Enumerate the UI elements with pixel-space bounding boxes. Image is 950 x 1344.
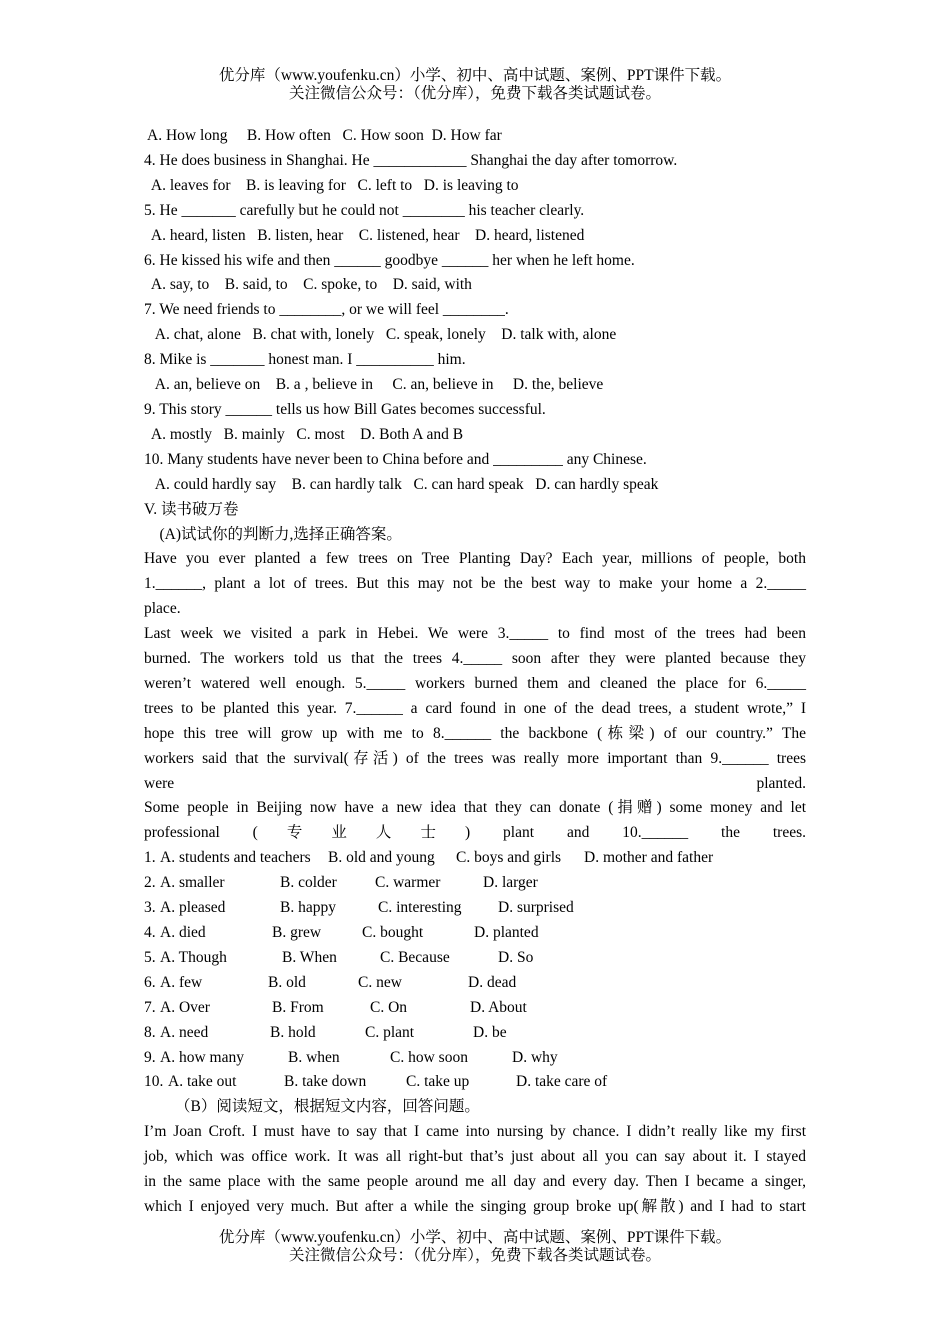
answer-option: D. surprised — [498, 899, 574, 917]
question-number: 3. — [144, 899, 156, 917]
cloze-question-row — [144, 1070, 806, 1095]
cloze-question-row — [144, 846, 806, 871]
answer-option: B. old — [268, 973, 306, 991]
question-number: 5. — [144, 948, 156, 966]
passage-a-line: trees to be planted this year. 7.______ a card found in one of the dead trees, a student wrote,” I — [144, 699, 806, 717]
question-4-stem: 4. He does business in Shanghai. He ____________ Shanghai the day after tomorrow. — [144, 151, 678, 169]
answer-option: B. happy — [280, 899, 336, 917]
cloze-question-row — [144, 921, 806, 946]
footer-line-2: 关注微信公众号：（优分库），免费下载各类试题试卷。 — [288, 1247, 661, 1264]
answer-option: C. new — [358, 973, 402, 991]
answer-option: C. plant — [365, 1023, 415, 1041]
answer-option: D. About — [470, 998, 527, 1016]
answer-option: B. old and young — [328, 849, 435, 867]
passage-a-line: Have you ever planted a few trees on Tree Planting Day? Each year, millions of people, both — [144, 550, 806, 568]
question-number: 9. — [144, 1048, 156, 1066]
header-line-2: 关注微信公众号：（优分库），免费下载各类试题试卷。 — [288, 85, 661, 102]
answer-option: A. how many — [160, 1048, 244, 1066]
question-number: 10. — [144, 1073, 164, 1091]
cloze-questions — [144, 846, 806, 1095]
question-6-options: A. say, to B. said, to C. spoke, to D. said, with — [144, 276, 472, 294]
answer-option: A. died — [160, 924, 206, 941]
question-number: 1. — [144, 849, 156, 867]
passage-a-line: Some people in Beijing now have a new idea that they can donate (捐赠) some money and let — [144, 799, 806, 817]
passage-a-line: place. — [144, 600, 181, 618]
question-7-stem: 7. We need friends to ________, or we will feel ________. — [144, 301, 509, 319]
answer-option: B. When — [282, 948, 337, 966]
page-header — [0, 67, 950, 103]
answer-option: D. dead — [468, 973, 517, 991]
question-number: 4. — [144, 924, 156, 941]
answer-option: C. bought — [362, 924, 424, 941]
passage-a-line: Last week we visited a park in Hebei. We were 3._____ to find most of the trees had been — [144, 625, 806, 643]
question-number: 8. — [144, 1023, 156, 1041]
answer-option: A. pleased — [160, 899, 226, 917]
page-footer — [0, 1229, 950, 1265]
cloze-question-row — [144, 996, 806, 1021]
passage-a-line: weren’t watered well enough. 5._____ workers burned them and cleaned the place for 6._____ — [144, 674, 806, 692]
question-8-stem: 8. Mike is _______ honest man. I __________ him. — [144, 351, 466, 369]
answer-option: C. Because — [380, 948, 450, 966]
question-10-stem: 10. Many students have never been to China before and _________ any Chinese. — [144, 450, 647, 468]
answer-option: A. take out — [168, 1073, 237, 1091]
passage-a-line: workers said that the survival(存活) of the trees was really more important than 9.______ trees — [144, 749, 806, 767]
passage-a-line: professional (专业人士) plant and 10.______ the trees. — [144, 824, 806, 842]
answer-option: B. take down — [284, 1073, 367, 1091]
answer-option: D. take care of — [516, 1073, 608, 1091]
cloze-question-row — [144, 1046, 806, 1071]
passage-b-line: which I enjoyed very much. But after a while the singing group broke up(解散) and I had to start — [144, 1197, 806, 1215]
cloze-question-row — [144, 971, 806, 996]
passage-a-line: burned. The workers told us that the trees 4._____ soon after they were planted because they — [144, 650, 806, 668]
answer-option: A. smaller — [160, 874, 225, 892]
question-9-options: A. mostly B. mainly C. most D. Both A and B — [144, 425, 464, 443]
question-number: 2. — [144, 874, 156, 892]
section-v-title: V. 读书破万卷 — [144, 500, 239, 518]
answer-option: B. when — [288, 1048, 340, 1066]
answer-option: C. how soon — [390, 1048, 468, 1066]
answer-option: C. interesting — [378, 899, 462, 917]
answer-option: A. Though — [160, 948, 227, 966]
header-line-1: 优分库（www.youfenku.cn）小学、初中、高中试题、案例、PPT课件下载。 — [218, 67, 732, 84]
question-number: 6. — [144, 973, 156, 991]
section-iv-continued — [144, 124, 806, 498]
answer-option: D. planted — [474, 924, 539, 941]
question-5-stem: 5. He _______ carefully but he could not ________ his teacher clearly. — [144, 201, 585, 219]
passage-a-line: were planted. — [144, 774, 806, 792]
answer-option: D. So — [498, 948, 534, 966]
answer-option: A. few — [160, 973, 203, 991]
passage-a-line: hope this tree will grow up with me to 8.______ the backbone (栋梁) of our country.” The — [144, 724, 806, 742]
answer-option: A. Over — [160, 998, 210, 1016]
answer-option: C. warmer — [375, 874, 441, 892]
passage-b — [144, 1120, 806, 1220]
answer-option: A. need — [160, 1023, 209, 1041]
question-9-stem: 9. This story ______ tells us how Bill Gates becomes successful. — [144, 400, 546, 418]
answer-option: B. hold — [270, 1023, 316, 1041]
cloze-question-row — [144, 1021, 806, 1046]
question-6-stem: 6. He kissed his wife and then ______ goodbye ______ her when he left home. — [144, 251, 635, 269]
passage-b-line: job, which was office work. It was all right-but that’s just about all you can say about it. I stayed — [144, 1148, 806, 1166]
footer-line-1: 优分库（www.youfenku.cn）小学、初中、高中试题、案例、PPT课件下载。 — [218, 1229, 732, 1246]
answer-option: C. take up — [406, 1073, 470, 1091]
question-number: 7. — [144, 998, 156, 1016]
answer-option: D. be — [473, 1023, 507, 1041]
answer-option: D. mother and father — [584, 849, 714, 867]
passage-b-line: I’m Joan Croft. I must have to say that I came into nursing by chance. I didn’t really like my first — [144, 1123, 806, 1141]
question-8-options: A. an, believe on B. a , believe in C. an, believe in D. the, believe — [144, 376, 604, 394]
passage-a — [144, 547, 806, 846]
passage-a-line: 1.______, plant a lot of trees. But this may not be the best way to make your home a 2._____ — [144, 575, 806, 593]
question-10-options: A. could hardly say B. can hardly talk C. can hard speak D. can hardly speak — [144, 475, 659, 493]
cloze-question-row — [144, 896, 806, 921]
question-5-options: A. heard, listen B. listen, hear C. listened, hear D. heard, listened — [144, 226, 585, 244]
answer-option: D. larger — [483, 874, 538, 892]
cloze-question-row — [144, 946, 806, 971]
answer-option: B. grew — [272, 924, 322, 941]
question-4-options: A. leaves for B. is leaving for C. left to D. is leaving to — [144, 176, 519, 194]
answer-option: B. colder — [280, 874, 337, 892]
answer-option: C. boys and girls — [456, 849, 562, 867]
answer-option: A. students and teachers — [160, 849, 311, 867]
passage-b-line: in the same place with the same people around me all day and every day. Then I became a singer, — [144, 1173, 806, 1191]
answer-option: C. On — [370, 998, 408, 1016]
cloze-question-row — [144, 871, 806, 896]
part-a-title: (A)试试你的判断力,选择正确答案。 — [144, 525, 402, 543]
answer-option: B. From — [272, 998, 324, 1016]
part-b-title: （B）阅读短文，根据短文内容，回答问题。 — [144, 1098, 480, 1116]
answer-option: D. why — [512, 1048, 558, 1066]
document-body — [144, 124, 806, 1220]
question-7-options: A. chat, alone B. chat with, lonely C. speak, lonely D. talk with, alone — [144, 326, 617, 344]
question-3-options: A. How long B. How often C. How soon D. How far — [144, 127, 502, 144]
